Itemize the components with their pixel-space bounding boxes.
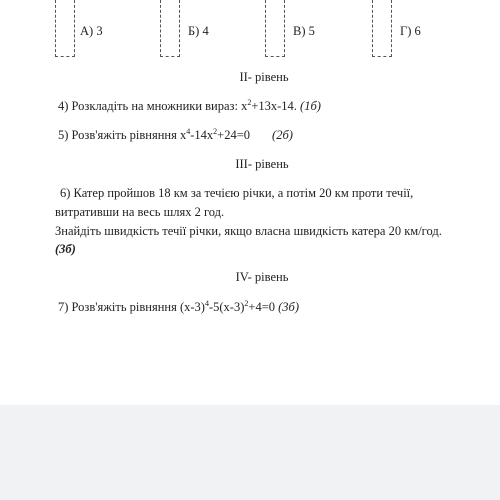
option-d-label: Г) 6 bbox=[400, 24, 421, 38]
task-6-line-2: витративши на весь шлях 2 год. bbox=[55, 205, 225, 219]
option-a-label: А) 3 bbox=[80, 24, 103, 38]
task-7-text-3: +4=0 bbox=[248, 300, 279, 314]
task-5-text-2: -14x bbox=[190, 128, 214, 142]
task-7-exponent-1: 4 bbox=[204, 298, 209, 308]
level-4-heading: IV- рівень bbox=[235, 270, 289, 284]
task-4-points: (1б) bbox=[300, 99, 321, 113]
task-5-text-3: +24=0 bbox=[217, 128, 251, 142]
level-2-heading: ІІ- рівень bbox=[239, 70, 289, 84]
task-6-line-3: Знайдіть швидкість течії річки, якщо власна швидкість катера 20 км/год. bbox=[55, 224, 442, 238]
option-c-label: В) 5 bbox=[293, 24, 315, 38]
task-6-line-1: 6) Катер пройшов 18 км за течією річки, а потім 20 км проти течії, bbox=[60, 186, 414, 200]
task-5-exponent-2: 2 bbox=[213, 126, 218, 136]
answer-box-b bbox=[160, 0, 180, 57]
task-4-exponent: 2 bbox=[247, 97, 252, 107]
task-4 bbox=[58, 99, 321, 114]
task-7-exponent-2: 2 bbox=[244, 298, 249, 308]
task-4-text: 4) Розкладіть на множники вираз: x bbox=[58, 99, 248, 113]
bottom-background bbox=[0, 405, 500, 500]
task-5-exponent-1: 4 bbox=[186, 126, 191, 136]
task-7-text: 7) Розв'яжіть рівняння (x-3) bbox=[58, 300, 205, 314]
task-6-points: (3б) bbox=[55, 242, 76, 256]
task-5-points: (2б) bbox=[272, 128, 293, 142]
level-3-heading: ІІІ- рівень bbox=[235, 157, 289, 171]
answer-box-d bbox=[372, 0, 392, 57]
task-7 bbox=[58, 300, 299, 315]
task-5-text: 5) Розв'яжіть рівняння x bbox=[58, 128, 187, 142]
answer-box-a bbox=[55, 0, 75, 57]
task-5 bbox=[58, 128, 293, 143]
option-b-label: Б) 4 bbox=[188, 24, 209, 38]
task-4-text-2: +13x-14. bbox=[251, 99, 301, 113]
answer-box-c bbox=[265, 0, 285, 57]
task-7-points: (3б) bbox=[278, 300, 299, 314]
task-7-text-2: -5(x-3) bbox=[208, 300, 245, 314]
